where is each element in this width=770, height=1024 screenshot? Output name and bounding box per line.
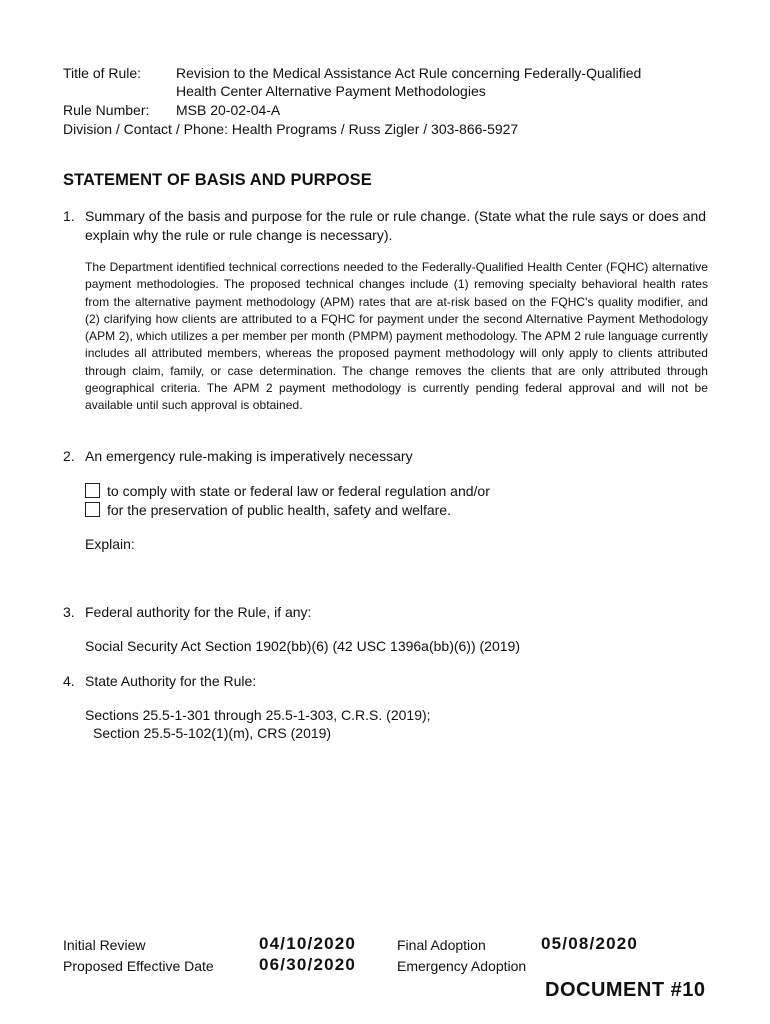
initial-review-label: Initial Review bbox=[63, 937, 146, 953]
comply-checkbox-label: to comply with state or federal law or federal regulation and/or bbox=[107, 482, 490, 499]
proposed-effective-date: 06/30/2020 bbox=[259, 955, 357, 974]
item-2-text: An emergency rule-making is imperatively necessary bbox=[85, 448, 413, 464]
rule-number-value: MSB 20-02-04-A bbox=[176, 102, 281, 118]
title-of-rule-line2: Health Center Alternative Payment Methodologies bbox=[176, 83, 486, 99]
item-3-text: Federal authority for the Rule, if any: bbox=[85, 604, 312, 620]
item-2-number: 2. bbox=[63, 448, 75, 464]
final-adoption-label: Final Adoption bbox=[397, 937, 486, 953]
title-of-rule-label: Title of Rule: bbox=[63, 65, 142, 81]
item-4 bbox=[63, 672, 713, 691]
item-2 bbox=[63, 447, 713, 466]
checkbox-row-preservation[interactable] bbox=[85, 500, 451, 519]
emergency-adoption-label: Emergency Adoption bbox=[397, 958, 527, 974]
section-heading: STATEMENT OF BASIS AND PURPOSE bbox=[63, 171, 372, 189]
federal-authority-value: Social Security Act Section 1902(bb)(6) (42 USC 1396a(bb)(6)) (2019) bbox=[85, 638, 520, 654]
explain-label: Explain: bbox=[85, 536, 135, 552]
final-adoption-date: 05/08/2020 bbox=[541, 934, 639, 953]
item-1-number: 1. bbox=[63, 208, 75, 224]
proposed-effective-label: Proposed Effective Date bbox=[63, 958, 214, 974]
item-3-number: 3. bbox=[63, 604, 75, 620]
initial-review-date: 04/10/2020 bbox=[259, 934, 357, 953]
item-4-text: State Authority for the Rule: bbox=[85, 673, 257, 689]
preservation-checkbox[interactable] bbox=[85, 502, 100, 517]
item-3 bbox=[63, 603, 713, 622]
preservation-checkbox-label: for the preservation of public health, safety and welfare. bbox=[107, 501, 451, 518]
state-authority-line2: Section 25.5-5-102(1)(m), CRS (2019) bbox=[93, 725, 332, 741]
item-4-number: 4. bbox=[63, 673, 75, 689]
item-1 bbox=[63, 207, 713, 245]
checkbox-row-comply[interactable] bbox=[85, 481, 490, 500]
rule-number-label: Rule Number: bbox=[63, 102, 150, 118]
item-1-body: The Department identified technical corrections needed to the Federally-Qualified Health Center (FQHC) alternative payment methodologies. The proposed technical changes include (1) removing specialty behavioral health rates from the alternative payment methodology (APM) rates that are at-risk based on the FQHC's quality modifier, and (2) clarifying how clients are attributed to a FQHC for payment under the second Alternative Payment Methodology (APM 2), which utilizes a per member per month (PMPM) payment methodology. The APM 2 rule language currently includes all attributed members, whereas the proposed payment methodology will only apply to clients attributed through claim, family, or case determination. The change removes the clients that are only attributed through geographical criteria. The APM 2 payment methodology is currently pending federal approval and will not be available until such approval is obtained. bbox=[85, 260, 708, 413]
division-contact-phone: Division / Contact / Phone: Health Programs / Russ Zigler / 303-866-5927 bbox=[63, 121, 519, 137]
comply-checkbox[interactable] bbox=[85, 483, 100, 498]
title-of-rule-line1: Revision to the Medical Assistance Act Rule concerning Federally-Qualified bbox=[176, 65, 642, 81]
item-1-text: Summary of the basis and purpose for the rule or rule change. (State what the rule says or does and explain why the rule or rule change is necessary). bbox=[85, 208, 707, 243]
state-authority-line1: Sections 25.5-1-301 through 25.5-1-303, C.R.S. (2019); bbox=[85, 707, 431, 723]
document-number: DOCUMENT #10 bbox=[545, 979, 706, 1001]
